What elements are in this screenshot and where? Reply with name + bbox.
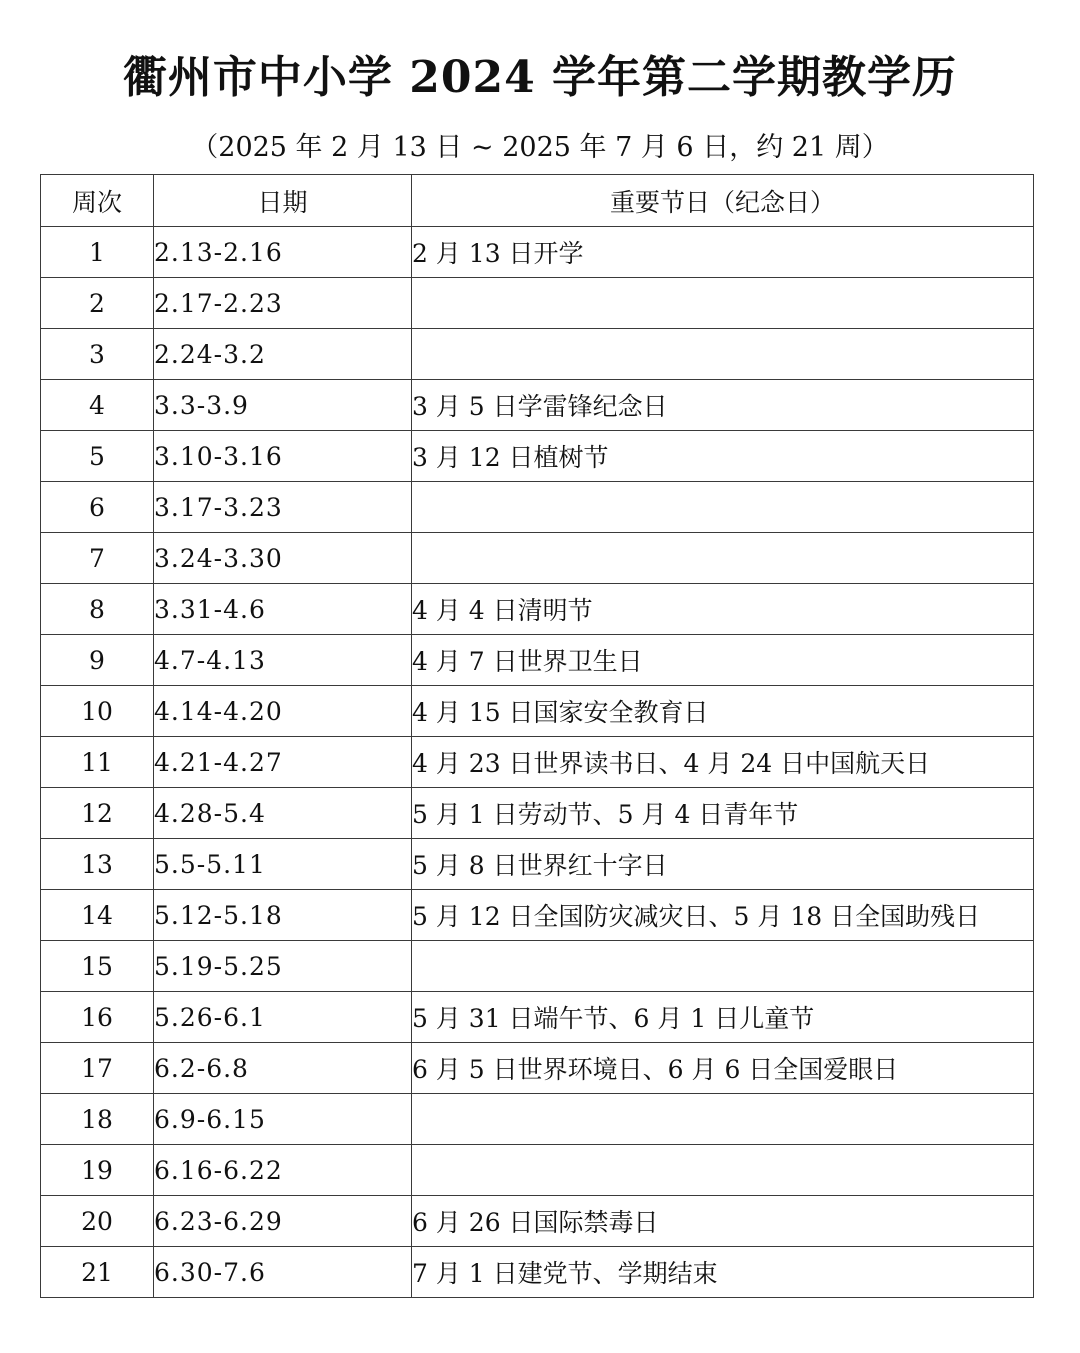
event-cell: 4 月 23 日世界读书日、4 月 24 日中国航天日 [412, 737, 1034, 788]
event-cell [412, 1094, 1034, 1145]
table-row [41, 737, 1034, 788]
header-event: 重要节日（纪念日） [412, 175, 1034, 227]
event-cell [412, 1145, 1034, 1196]
date-cell: 5.12-5.18 [154, 890, 412, 941]
event-cell: 5 月 1 日劳动节、5 月 4 日青年节 [412, 788, 1034, 839]
table-row [41, 533, 1034, 584]
date-cell: 2.17-2.23 [154, 278, 412, 329]
week-cell: 21 [41, 1247, 154, 1298]
page-title: 衢州市中小学 2024 学年第二学期教学历 [122, 52, 958, 103]
week-cell: 4 [41, 380, 154, 431]
week-cell: 1 [41, 227, 154, 278]
table-row [41, 380, 1034, 431]
week-cell: 15 [41, 941, 154, 992]
event-cell: 4 月 7 日世界卫生日 [412, 635, 1034, 686]
table-row [41, 278, 1034, 329]
event-cell: 5 月 8 日世界红十字日 [412, 839, 1034, 890]
week-cell: 12 [41, 788, 154, 839]
event-cell [412, 278, 1034, 329]
table-row [41, 992, 1034, 1043]
table-row [41, 635, 1034, 686]
week-cell: 18 [41, 1094, 154, 1145]
date-cell: 5.19-5.25 [154, 941, 412, 992]
table-row [41, 1145, 1034, 1196]
date-cell: 3.3-3.9 [154, 380, 412, 431]
week-cell: 5 [41, 431, 154, 482]
week-cell: 19 [41, 1145, 154, 1196]
table-row [41, 482, 1034, 533]
table-row [41, 788, 1034, 839]
table-row [41, 227, 1034, 278]
calendar-table-body [41, 227, 1034, 1298]
date-cell: 4.28-5.4 [154, 788, 412, 839]
date-cell: 6.23-6.29 [154, 1196, 412, 1247]
date-cell: 4.7-4.13 [154, 635, 412, 686]
week-cell: 6 [41, 482, 154, 533]
page-subtitle: （2025 年 2 月 13 日 ~ 2025 年 7 月 6 日，约 21 周） [191, 132, 889, 163]
date-cell: 3.10-3.16 [154, 431, 412, 482]
week-cell: 9 [41, 635, 154, 686]
event-cell: 3 月 5 日学雷锋纪念日 [412, 380, 1034, 431]
week-cell: 11 [41, 737, 154, 788]
event-cell: 6 月 5 日世界环境日、6 月 6 日全国爱眼日 [412, 1043, 1034, 1094]
table-row [41, 584, 1034, 635]
event-cell [412, 329, 1034, 380]
calendar-table [40, 174, 1034, 1298]
event-cell [412, 941, 1034, 992]
week-cell: 3 [41, 329, 154, 380]
date-cell: 6.16-6.22 [154, 1145, 412, 1196]
table-row [41, 1196, 1034, 1247]
table-row [41, 1043, 1034, 1094]
table-header-row [41, 175, 1034, 227]
event-cell: 4 月 15 日国家安全教育日 [412, 686, 1034, 737]
date-cell: 4.14-4.20 [154, 686, 412, 737]
date-cell: 5.26-6.1 [154, 992, 412, 1043]
event-cell: 4 月 4 日清明节 [412, 584, 1034, 635]
week-cell: 10 [41, 686, 154, 737]
week-cell: 14 [41, 890, 154, 941]
table-row [41, 941, 1034, 992]
week-cell: 7 [41, 533, 154, 584]
week-cell: 2 [41, 278, 154, 329]
date-cell: 6.30-7.6 [154, 1247, 412, 1298]
table-row [41, 1094, 1034, 1145]
week-cell: 13 [41, 839, 154, 890]
event-cell: 5 月 31 日端午节、6 月 1 日儿童节 [412, 992, 1034, 1043]
event-cell: 2 月 13 日开学 [412, 227, 1034, 278]
date-cell: 6.9-6.15 [154, 1094, 412, 1145]
table-row [41, 890, 1034, 941]
week-cell: 8 [41, 584, 154, 635]
date-cell: 6.2-6.8 [154, 1043, 412, 1094]
date-cell: 2.24-3.2 [154, 329, 412, 380]
table-row [41, 431, 1034, 482]
event-cell: 6 月 26 日国际禁毒日 [412, 1196, 1034, 1247]
header-date: 日期 [154, 175, 412, 227]
date-cell: 3.31-4.6 [154, 584, 412, 635]
event-cell [412, 482, 1034, 533]
table-row [41, 686, 1034, 737]
event-cell: 7 月 1 日建党节、学期结束 [412, 1247, 1034, 1298]
date-cell: 3.17-3.23 [154, 482, 412, 533]
date-cell: 2.13-2.16 [154, 227, 412, 278]
week-cell: 17 [41, 1043, 154, 1094]
date-cell: 3.24-3.30 [154, 533, 412, 584]
week-cell: 16 [41, 992, 154, 1043]
event-cell: 3 月 12 日植树节 [412, 431, 1034, 482]
event-cell [412, 533, 1034, 584]
table-row [41, 839, 1034, 890]
event-cell: 5 月 12 日全国防灾减灾日、5 月 18 日全国助残日 [412, 890, 1034, 941]
week-cell: 20 [41, 1196, 154, 1247]
table-row [41, 1247, 1034, 1298]
table-row [41, 329, 1034, 380]
date-cell: 5.5-5.11 [154, 839, 412, 890]
header-week: 周次 [41, 175, 154, 227]
date-cell: 4.21-4.27 [154, 737, 412, 788]
